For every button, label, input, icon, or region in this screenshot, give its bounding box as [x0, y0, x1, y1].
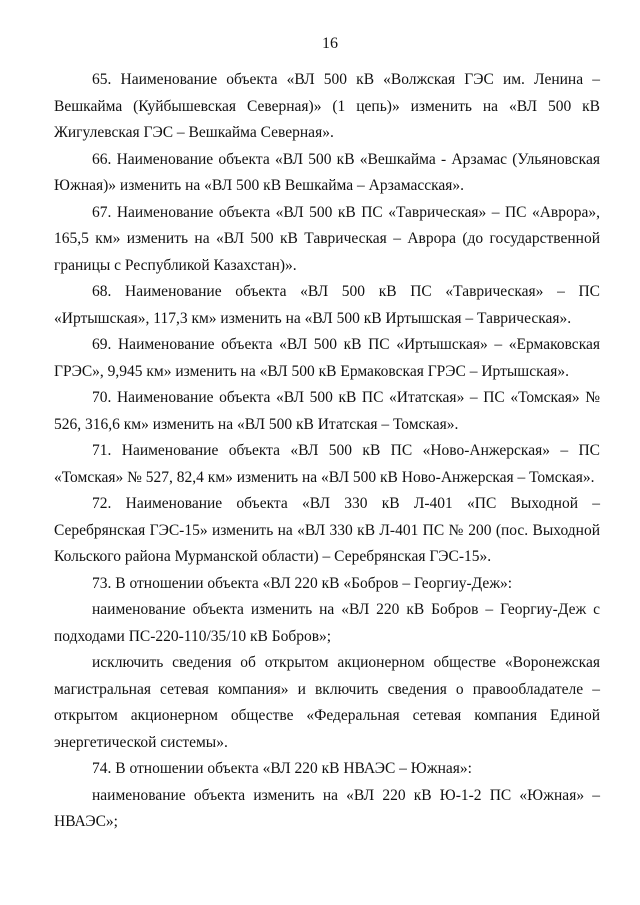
paragraph-68: 68. Наименование объекта «ВЛ 500 кВ ПС «Таврическая» – ПС «Иртышская», 117,3 км» изменить на «ВЛ 500 кВ Иртышская – Таврическая».	[54, 283, 600, 327]
document-body	[54, 67, 600, 836]
paragraph-70: 70. Наименование объекта «ВЛ 500 кВ ПС «Итатская» – ПС «Томская» № 526, 316,6 км» изменить на «ВЛ 500 кВ Итатская – Томская».	[54, 389, 600, 433]
paragraph-73-owner-change: исключить сведения об открытом акционерном обществе «Воронежская магистральная сетевая компания» и включить сведения о правообладателе – открытом акционерном обществе «Федеральная сетевая компания Единой энергетической системы».	[54, 654, 600, 751]
paragraph-73-name-change: наименование объекта изменить на «ВЛ 220 кВ Бобров – Георгиу-Деж с подходами ПС-220-110/35/10 кВ Бобров»;	[54, 601, 600, 645]
paragraph-74: 74. В отношении объекта «ВЛ 220 кВ НВАЭС – Южная»:	[92, 760, 472, 777]
paragraph-67: 67. Наименование объекта «ВЛ 500 кВ ПС «Таврическая» – ПС «Аврора», 165,5 км» изменить на «ВЛ 500 кВ Таврическая – Аврора (до государственной границы с Республикой Казахстан)».	[54, 203, 600, 274]
paragraph-73: 73. В отношении объекта «ВЛ 220 кВ «Бобров – Георгиу-Деж»:	[92, 574, 513, 592]
paragraph-66: 66. Наименование объекта «ВЛ 500 кВ «Вешкайма - Арзамас (Ульяновская Южная)» изменить на «ВЛ 500 кВ Вешкайма – Арзамасская».	[54, 150, 600, 194]
paragraph-72: 72. Наименование объекта «ВЛ 330 кВ Л-401 «ПС Выходной – Серебрянская ГЭС-15» изменить на «ВЛ 330 кВ Л-401 ПС № 200 (пос. Выходной Кольского района Мурманской области) – Серебрянская ГЭС-15».	[54, 495, 600, 565]
paragraph-65: 65. Наименование объекта «ВЛ 500 кВ «Волжская ГЭС им. Ленина – Вешкайма (Куйбышевская Северная)» (1 цепь)» изменить на «ВЛ 500 кВ Жигулевская ГЭС – Вешкайма Северная».	[54, 71, 600, 141]
paragraph-74-name-change: наименование объекта изменить на «ВЛ 220 кВ Ю-1-2 ПС «Южная» – НВАЭС»;	[54, 786, 600, 830]
page-number: 16	[322, 35, 338, 52]
paragraph-69: 69. Наименование объекта «ВЛ 500 кВ ПС «Иртышская» – «Ермаковская ГРЭС», 9,945 км» изменить на «ВЛ 500 кВ Ермаковская ГРЭС – Иртышская».	[54, 336, 600, 380]
paragraph-71: 71. Наименование объекта «ВЛ 500 кВ ПС «Ново-Анжерская» – ПС «Томская» № 527, 82,4 км» изменить на «ВЛ 500 кВ Ново-Анжерская – Томская».	[54, 442, 600, 486]
